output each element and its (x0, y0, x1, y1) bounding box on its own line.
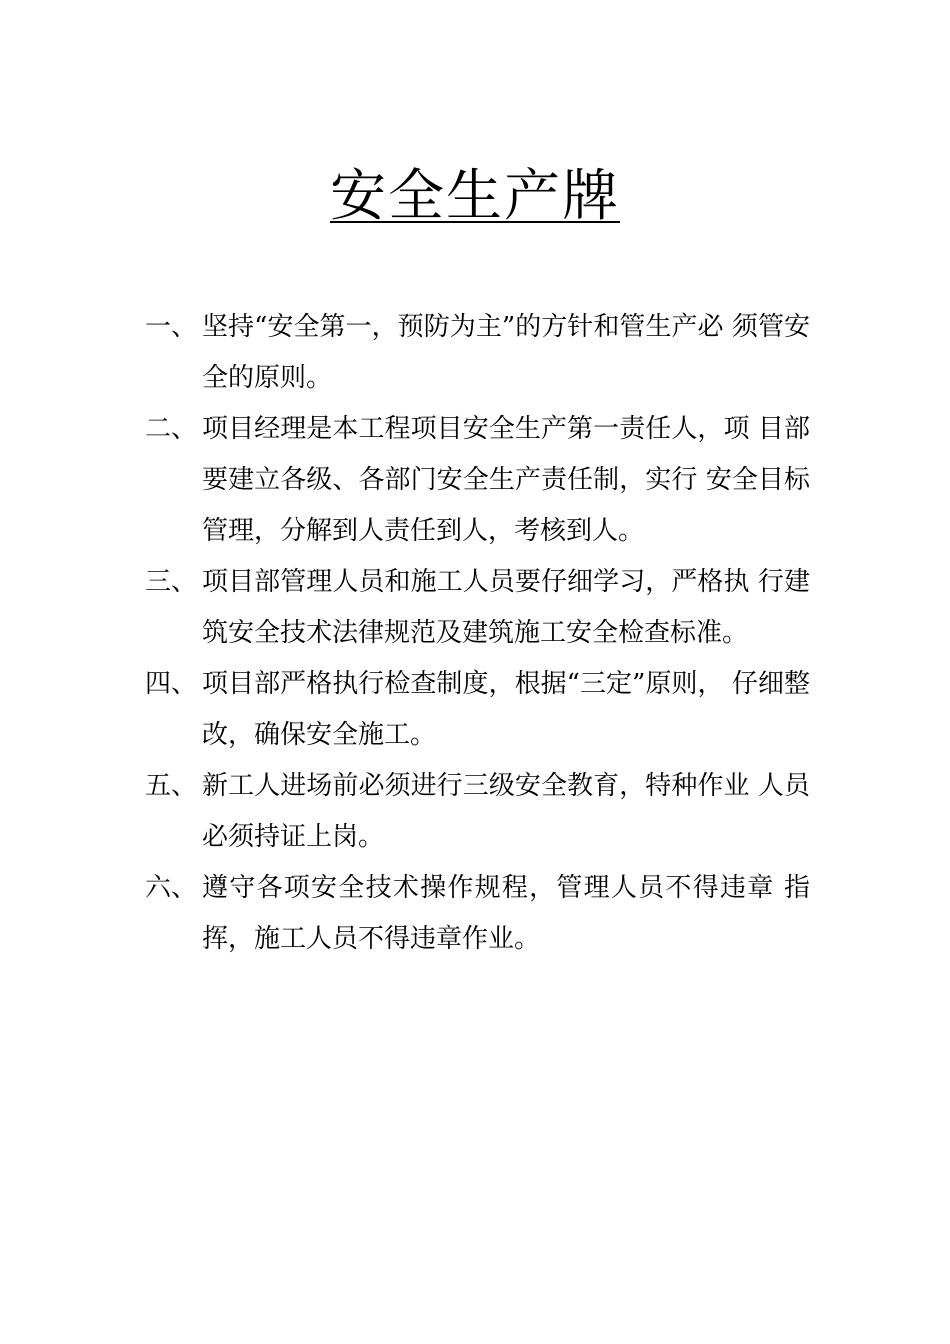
rule-item-5 (145, 761, 810, 863)
rules-list (145, 302, 810, 965)
rule-number: 二、 (145, 414, 198, 444)
rule-item-3 (145, 557, 810, 659)
rule-number: 五、 (145, 771, 198, 801)
rule-text: 项目部严格执行检查制度，根据“三定”原则， 仔细整改，确保安全施工。 (202, 669, 810, 750)
rule-item-2 (145, 404, 810, 557)
rule-text: 遵守各项安全技术操作规程，管理人员不得违章 指挥，施工人员不得违章作业。 (202, 873, 810, 954)
rule-text: 新工人进场前必须进行三级安全教育，特种作业 人员必须持证上岗。 (202, 771, 810, 852)
rule-number: 三、 (145, 567, 198, 597)
rule-text: 项目部管理人员和施工人员要仔细学习，严格执 行建筑安全技术法律规范及建筑施工安全检查标准。 (202, 567, 810, 648)
rule-item-6 (145, 863, 810, 965)
rule-number: 四、 (145, 669, 198, 699)
rule-number: 一、 (145, 312, 198, 342)
rule-item-1 (145, 302, 810, 404)
document-title: 安全生产牌 (330, 164, 620, 229)
rule-number: 六、 (145, 873, 198, 903)
title-container (0, 162, 950, 232)
rule-text: 坚持“安全第一，预防为主”的方针和管生产必 须管安全的原则。 (202, 312, 810, 393)
rule-item-4 (145, 659, 810, 761)
rule-text: 项目经理是本工程项目安全生产第一责任人，项 目部要建立各级、各部门安全生产责任制，实行 安全目标管理，分解到人责任到人，考核到人。 (202, 414, 810, 546)
